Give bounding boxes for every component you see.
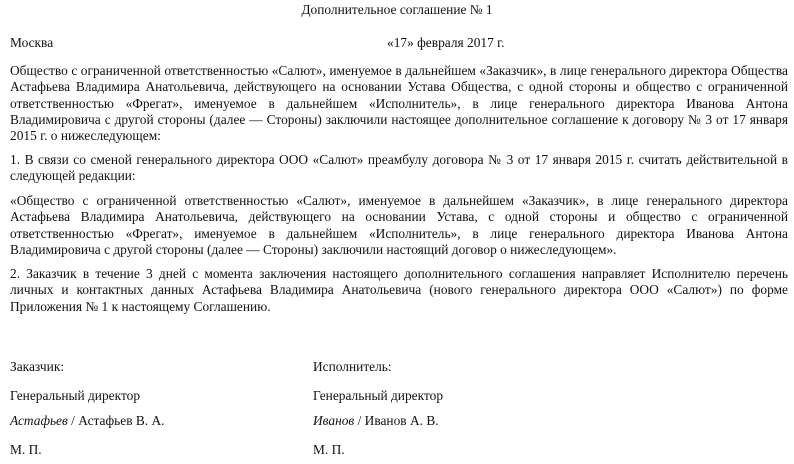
customer-name: / Астафьев В. А. xyxy=(67,413,165,428)
contractor-handwritten-signature: Иванов xyxy=(313,413,355,428)
clause-2-paragraph: 2. Заказчик в течение 3 дней с момента заключения настоящего дополнительного соглашения направляет Исполнителю перечень личных и контактных данных Астафьева Владимира Анатольевича (нового генерального директора ООО «Салют») по форме Приложения № 1 к настоящему Соглашению. xyxy=(10,266,788,314)
customer-stamp-place: М. П. xyxy=(10,442,42,457)
contractor-stamp-place: М. П. xyxy=(313,442,345,457)
document-date: «17» февраля 2017 г. xyxy=(387,35,505,50)
contractor-name: / Иванов А. В. xyxy=(354,413,439,428)
new-preamble-quote: «Общество с ограниченной ответственностью «Салют», именуемое в дальнейшем «Заказчик», в лице генерального директора Астафьева Владимира Анатольевича, действующего на основании Устава, с одной стороны и общество с ограниченной ответственностью «Фрегат», именуемое в дальнейшем «Исполнитель», в лице генерального директора Иванова Антона Владимировича с другой стороны (далее — Стороны) заключили настоящий договор о нижеследующем». xyxy=(10,193,788,257)
contractor-signature-line xyxy=(313,413,439,429)
contractor-position: Генеральный директор xyxy=(313,388,444,403)
clause-1-paragraph: 1. В связи со сменой генерального директора ООО «Салют» преамбулу договора № 3 от 17 января 2015 г. считать действительной в следующей редакции: xyxy=(10,152,788,184)
document-city: Москва xyxy=(10,35,54,50)
customer-handwritten-signature: Астафьев xyxy=(10,413,68,428)
customer-label: Заказчик: xyxy=(10,359,65,374)
preamble-paragraph: Общество с ограниченной ответственностью «Салют», именуемое в дальнейшем «Заказчик», в лице генерального директора Общества Астафьева Владимира Анатольевича, действующего на основании Устава Общества, с одной стороны и общество с ограниченной ответственностью «Фрегат», именуемое в дальнейшем «Исполнитель», в лице генерального директора Иванова Антона Владимировича с другой стороны (далее — Стороны) заключили настоящее дополнительное соглашение к договору № 3 от 17 января 2015 г. о нижеследующем: xyxy=(10,63,788,144)
document-title: Дополнительное соглашение № 1 xyxy=(301,2,493,17)
contractor-label: Исполнитель: xyxy=(313,359,392,374)
customer-position: Генеральный директор xyxy=(10,388,141,403)
customer-signature-line xyxy=(10,413,165,429)
